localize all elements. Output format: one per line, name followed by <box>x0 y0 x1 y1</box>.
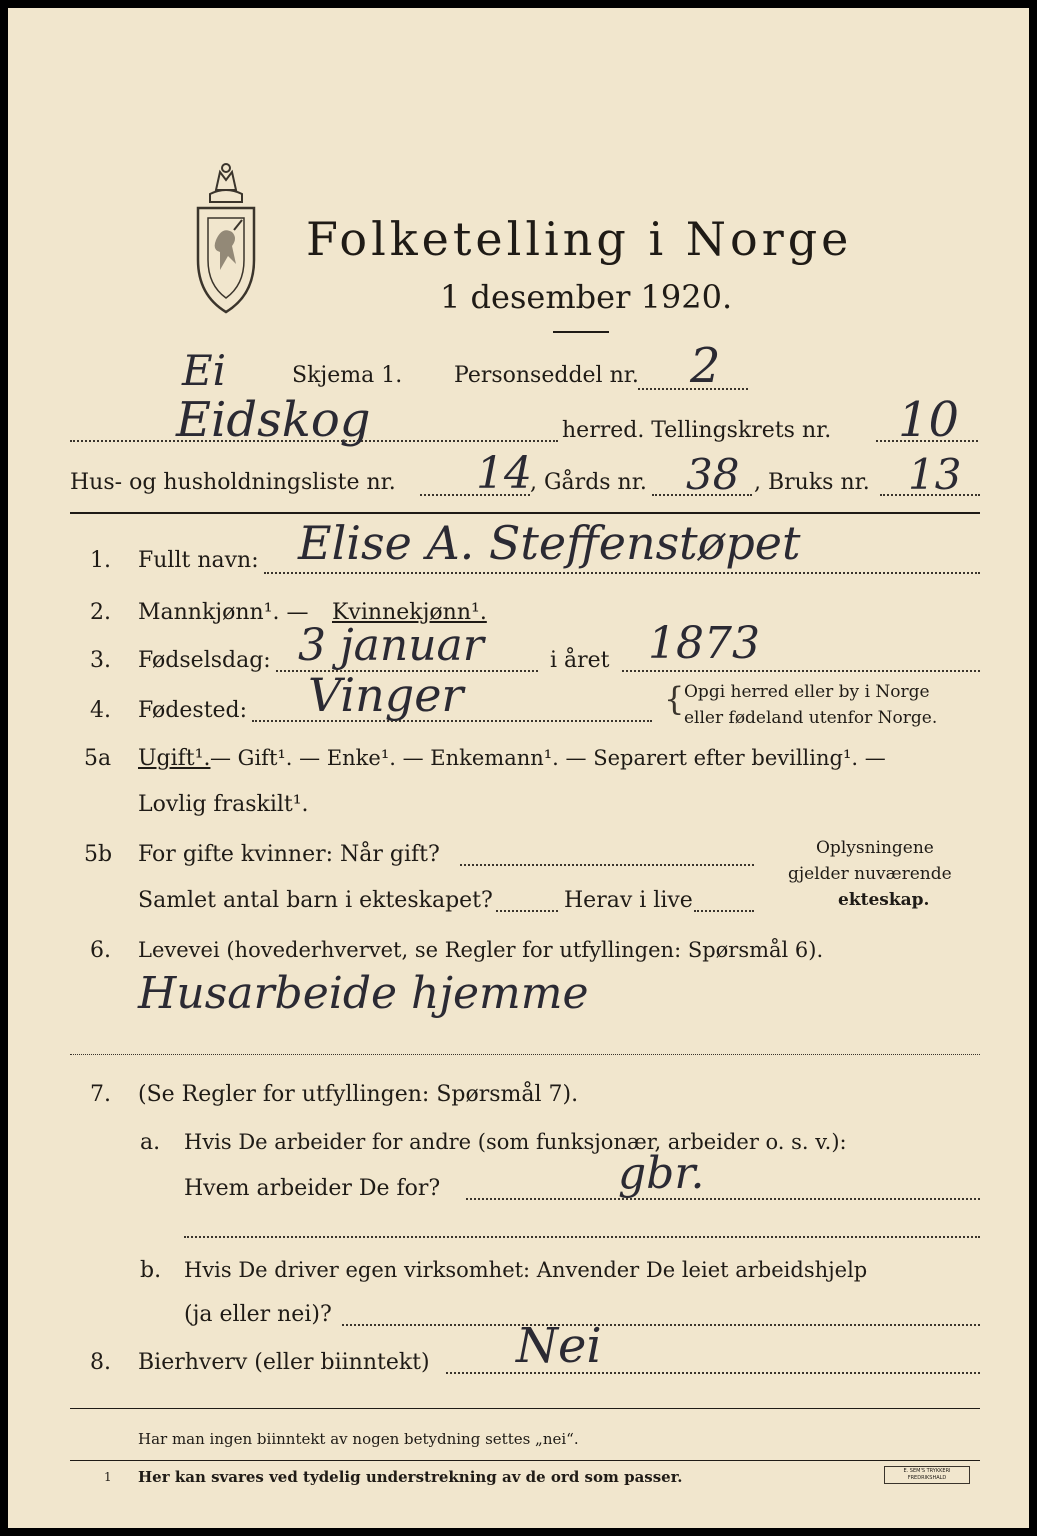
handwritten-mark: Ei <box>182 346 227 395</box>
side-income-value: Nei <box>516 1318 602 1374</box>
census-form-page <box>8 8 1029 1528</box>
q6-dots <box>70 1054 980 1055</box>
marital-options: — Gift¹. — Enke¹. — Enkemann¹. — Separert efter bevilling¹. — <box>210 746 886 770</box>
personseddel-value: 2 <box>690 338 721 394</box>
q7b-dots <box>342 1324 980 1326</box>
q7a-extra-dots <box>184 1236 980 1238</box>
herred-label: herred. Tellingskrets nr. <box>562 418 832 443</box>
employer-value: gbr. <box>618 1148 705 1199</box>
q5b-children-dots <box>496 910 558 912</box>
footnote-text: Her kan svares ved tydelig understrekning av de ord som passer. <box>138 1468 683 1486</box>
q2-number: 2. <box>90 600 111 625</box>
printer-stamp <box>884 1466 970 1484</box>
section-rule <box>70 512 980 514</box>
q7-label: (Se Regler for utfyllingen: Spørsmål 7). <box>138 1082 579 1107</box>
q7b-letter: b. <box>140 1258 162 1283</box>
q6-label: Levevei (hovederhvervet, se Regler for utfyllingen: Spørsmål 6). <box>138 938 824 962</box>
q3-year-dots <box>622 670 980 672</box>
q4-note-line2: eller fødeland utenfor Norge. <box>684 708 938 728</box>
q7b-question: (ja eller nei)? <box>184 1302 332 1327</box>
q5b-alive-label: Herav i live <box>564 888 693 913</box>
q4-number: 4. <box>90 698 111 723</box>
gender-female: Kvinnekjønn¹. <box>332 600 487 625</box>
q3-number: 3. <box>90 648 111 673</box>
hus-value: 14 <box>476 448 532 499</box>
norwegian-coat-of-arms-icon <box>186 160 266 320</box>
personseddel-label: Personseddel nr. <box>454 363 639 388</box>
q7a-question: Hvem arbeider De for? <box>184 1176 441 1201</box>
footnote-rule <box>70 1460 980 1461</box>
q5a-number: 5a <box>84 746 112 771</box>
q5b-note-line2: gjelder nuværende <box>788 864 952 884</box>
q1-label: Fullt navn: <box>138 548 259 573</box>
gards-label: , Gårds nr. <box>530 470 647 495</box>
gards-value: 38 <box>686 450 740 499</box>
q5b-note-line1: Oplysningene <box>816 838 934 858</box>
q5b-children-label: Samlet antal barn i ekteskapet? <box>138 888 493 913</box>
q1-number: 1. <box>90 548 111 573</box>
q5b-married-dots <box>460 864 754 866</box>
q7a-dots <box>466 1198 980 1200</box>
printer-stamp-text: E. SEM'S TRYKKERI FREDRIKSHALD <box>903 1468 951 1481</box>
occupation-value: Husarbeide hjemme <box>138 968 589 1019</box>
marital-fraskilt: Lovlig fraskilt¹. <box>138 792 309 817</box>
q1-dots <box>264 572 980 574</box>
note-brace: { <box>664 680 685 718</box>
tellingskrets-value: 10 <box>898 392 960 448</box>
gender-male: Mannkjønn¹. — <box>138 600 309 625</box>
q8-number: 8. <box>90 1350 111 1375</box>
q7a-label: Hvis De arbeider for andre (som funksjonær, arbeider o. s. v.): <box>184 1130 847 1154</box>
hus-label: Hus- og husholdningsliste nr. <box>70 470 396 495</box>
q5b-note-line3: ekteskap. <box>838 890 930 910</box>
form-title: Folketelling i Norge <box>306 212 853 266</box>
divider <box>553 331 609 333</box>
q7a-letter: a. <box>140 1130 161 1155</box>
skjema-label: Skjema 1. <box>292 363 403 388</box>
q4-label: Fødested: <box>138 698 248 723</box>
q7-number: 7. <box>90 1082 111 1107</box>
q7b-label: Hvis De driver egen virksomhet: Anvender De leiet arbeidshjelp <box>184 1258 868 1282</box>
footnote-number: 1 <box>104 1470 112 1484</box>
q5b-married-label: For gifte kvinner: Når gift? <box>138 842 440 867</box>
bruks-value: 13 <box>908 450 962 499</box>
marital-ugift: Ugift¹. <box>138 746 211 771</box>
birthplace-value: Vinger <box>308 668 464 722</box>
q3-year-label: i året <box>550 648 610 673</box>
q3-label: Fødselsdag: <box>138 648 271 673</box>
birth-year-value: 1873 <box>648 618 760 669</box>
footer-rule <box>70 1408 980 1409</box>
q5b-number: 5b <box>84 842 113 867</box>
census-date: 1 desember 1920. <box>440 278 733 316</box>
q5b-alive-dots <box>694 910 754 912</box>
full-name-value: Elise A. Steffenstøpet <box>298 516 801 570</box>
herred-value: Eidskog <box>176 392 371 448</box>
bruks-label: , Bruks nr. <box>754 470 870 495</box>
q6-number: 6. <box>90 938 111 963</box>
q8-label: Bierhverv (eller biinntekt) <box>138 1350 430 1375</box>
nei-note: Har man ingen biinntekt av nogen betydning settes „nei“. <box>138 1430 579 1448</box>
birth-day-value: 3 januar <box>298 620 484 671</box>
q4-note-line1: Opgi herred eller by i Norge <box>684 682 930 702</box>
